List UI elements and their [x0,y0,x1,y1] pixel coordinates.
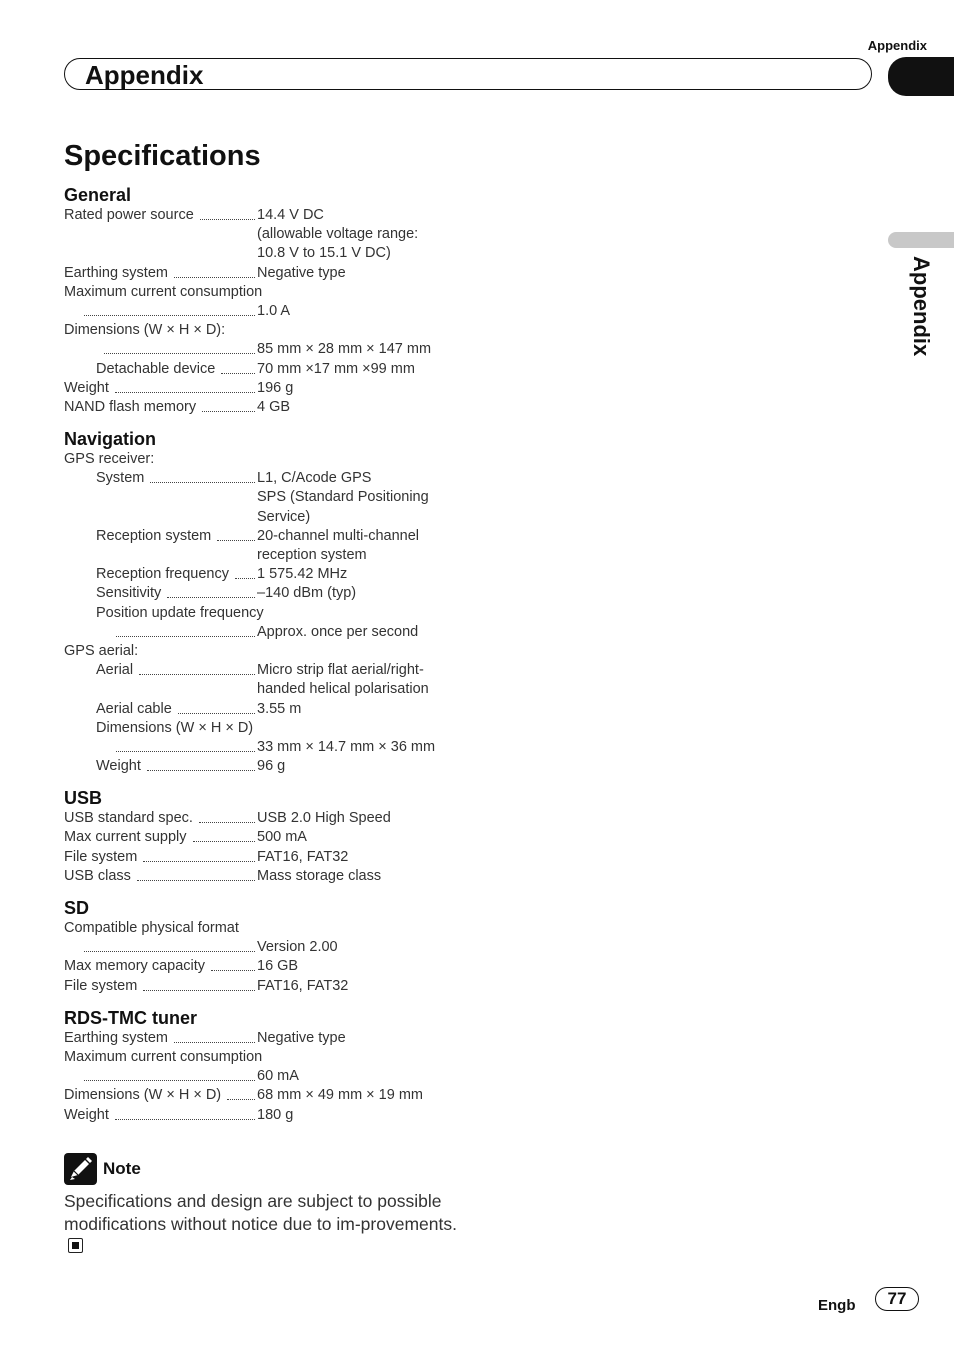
spec-row-sd-capacity [64,957,484,976]
spec-label: Rated power source [64,207,194,223]
spec-label: Weight [64,1106,109,1123]
spec-label: Maximum current consumption [64,1048,263,1065]
leader-dots [115,379,255,393]
spec-value: FAT16, FAT32 [257,977,349,994]
spec-label: Weight [96,758,141,775]
spec-value: 85 mm × 28 mm × 147 mm [257,341,432,358]
spec-label: Max memory capacity [64,958,206,975]
spec-row-reception-frequency [64,565,484,584]
leader-dots [227,1086,255,1100]
spec-value-continued: handed helical polarisation [257,681,429,698]
spec-value: 180 g [257,1106,294,1123]
section-heading-usb: USB [64,788,103,809]
spec-row-dimensions [64,340,484,359]
spec-row-system [64,469,484,488]
spec-value: –140 dBm (typ) [257,585,357,602]
spec-label: GPS receiver: [64,451,155,468]
leader-dots [211,957,255,971]
spec-row-usb-max-supply [64,828,484,847]
spec-label: Dimensions (W × H × D) [64,1087,222,1104]
spec-value: Mass storage class [257,867,382,884]
note-label: Note [103,1159,141,1178]
spec-value: FAT16, FAT32 [257,848,349,865]
spec-value: 96 g [257,758,286,775]
spec-label: Compatible physical format [64,920,239,936]
section-heading-rds-tmc: RDS-TMC tuner [64,1007,197,1028]
leader-dots [84,302,255,316]
spec-label: Weight [64,379,109,396]
leader-dots [116,623,255,637]
spec-row-detachable [64,360,484,379]
leader-dots [199,809,255,823]
spec-value: USB 2.0 High Speed [257,810,391,827]
spec-value: 1.0 A [257,302,291,319]
leader-dots [178,700,255,714]
spec-row-usb-class [64,867,484,886]
section-header-title: Appendix [85,60,204,90]
spec-value-continued: reception system [257,547,367,563]
spec-value: 68 mm × 49 mm × 19 mm [257,1087,423,1104]
spec-row-aerial-dimensions [64,738,484,757]
spec-label: Detachable device [96,360,216,377]
spec-label: Maximum current consumption [64,283,263,300]
spec-value: 14.4 V DC [257,207,324,223]
leader-dots [174,1029,255,1043]
header-tab-marker [888,57,954,96]
leader-dots [217,527,255,541]
spec-value-continued: Service) [257,508,311,525]
spec-row-max-current [64,302,484,321]
leader-dots [116,738,255,752]
spec-row-aerial-weight [64,757,484,776]
spec-row-rds-max-current [64,1067,484,1086]
spec-label: Aerial cable [96,700,172,717]
spec-value: Negative type [257,1029,346,1046]
spec-row-aerial [64,661,484,680]
leader-dots [139,661,255,675]
spec-row-rds-dimensions [64,1086,484,1105]
spec-value: Approx. once per second [257,623,419,640]
leader-dots [143,848,255,862]
leader-dots [200,206,255,220]
section-heading-navigation: Navigation [64,429,157,450]
spec-value: 1 575.42 MHz [257,566,348,583]
spec-row-aerial-cable [64,700,484,719]
leader-dots [115,1106,255,1120]
leader-dots [235,565,255,579]
section-heading-general: General [64,185,132,205]
spec-label: USB standard spec. [64,810,193,827]
note-text-block [64,1190,464,1258]
spec-row-rated-power [64,206,484,225]
spec-label: USB class [64,867,131,884]
spec-label: Max current supply [64,829,187,846]
leader-dots [193,828,256,842]
spec-label: System [96,470,145,487]
section-header [64,58,872,90]
spec-row-usb-standard [64,809,484,828]
spec-label: Sensitivity [96,585,162,602]
footer-language: Engb [818,1297,856,1314]
spec-label: Reception frequency [96,566,229,583]
leader-dots [147,757,255,771]
spec-label: GPS aerial: [64,642,139,659]
spec-value: L1, C/Acode GPS [257,470,372,487]
spec-label: NAND flash memory [64,398,197,415]
spec-value: 33 mm × 14.7 mm × 36 mm [257,738,436,755]
spec-value: Micro strip flat aerial/right- [257,662,424,679]
leader-dots [84,938,255,952]
page-title: Specifications [64,140,261,172]
spec-row-earthing [64,264,484,283]
section-heading-sd: SD [64,898,90,918]
spec-label: Earthing system [64,264,168,281]
side-tab-label: Appendix [909,256,934,357]
leader-dots [221,360,255,374]
spec-value: 20-channel multi-channel [257,527,420,544]
spec-row-position-update [64,623,484,642]
leader-dots [104,340,255,354]
spec-value: 70 mm ×17 mm ×99 mm [257,360,415,377]
spec-row-sd-file-system [64,977,484,996]
spec-label: Earthing system [64,1029,168,1046]
spec-label: File system [64,977,138,994]
spec-row-reception-system [64,527,484,546]
spec-row-usb-file-system [64,848,484,867]
spec-value-continued: (allowable voltage range: [257,226,419,243]
spec-value: 3.55 m [257,700,302,717]
spec-value: 196 g [257,379,294,396]
leader-dots [167,584,255,598]
leader-dots [174,264,255,278]
leader-dots [202,398,255,412]
spec-label: File system [64,848,138,865]
spec-row-sensitivity [64,584,484,603]
spec-row-rds-earthing [64,1029,484,1048]
note-text: Specifications and design are subject to possible modifications without notice due to im-provements. [64,1191,457,1234]
end-mark-icon [68,1238,83,1253]
spec-row-sd-format [64,938,484,957]
leader-dots [150,469,255,483]
spec-row-nand [64,398,484,417]
leader-dots [84,1067,255,1081]
spec-value: 4 GB [257,398,291,415]
side-tab-marker [888,232,954,248]
spec-value-continued: 10.8 V to 15.1 V DC) [257,245,391,262]
page-number: 77 [875,1287,919,1311]
spec-label: Aerial [96,662,134,679]
spec-label: Dimensions (W × H × D) [96,719,254,736]
leader-dots [137,867,255,881]
note-header [64,1153,141,1185]
spec-value: 60 mA [257,1068,299,1085]
spec-list [64,184,484,1125]
spec-label: Dimensions (W × H × D): [64,322,226,339]
spec-value-continued: SPS (Standard Positioning [257,489,429,506]
pencil-note-icon [64,1153,97,1185]
running-head: Appendix [867,38,927,53]
spec-value: Negative type [257,264,346,281]
spec-label: Position update frequency [96,604,264,621]
spec-label: Reception system [96,527,212,544]
spec-value: Version 2.00 [257,939,338,956]
spec-row-rds-weight [64,1106,484,1125]
spec-value: 500 mA [257,829,307,846]
spec-value: 16 GB [257,958,299,975]
leader-dots [143,977,255,991]
spec-row-weight [64,379,484,398]
